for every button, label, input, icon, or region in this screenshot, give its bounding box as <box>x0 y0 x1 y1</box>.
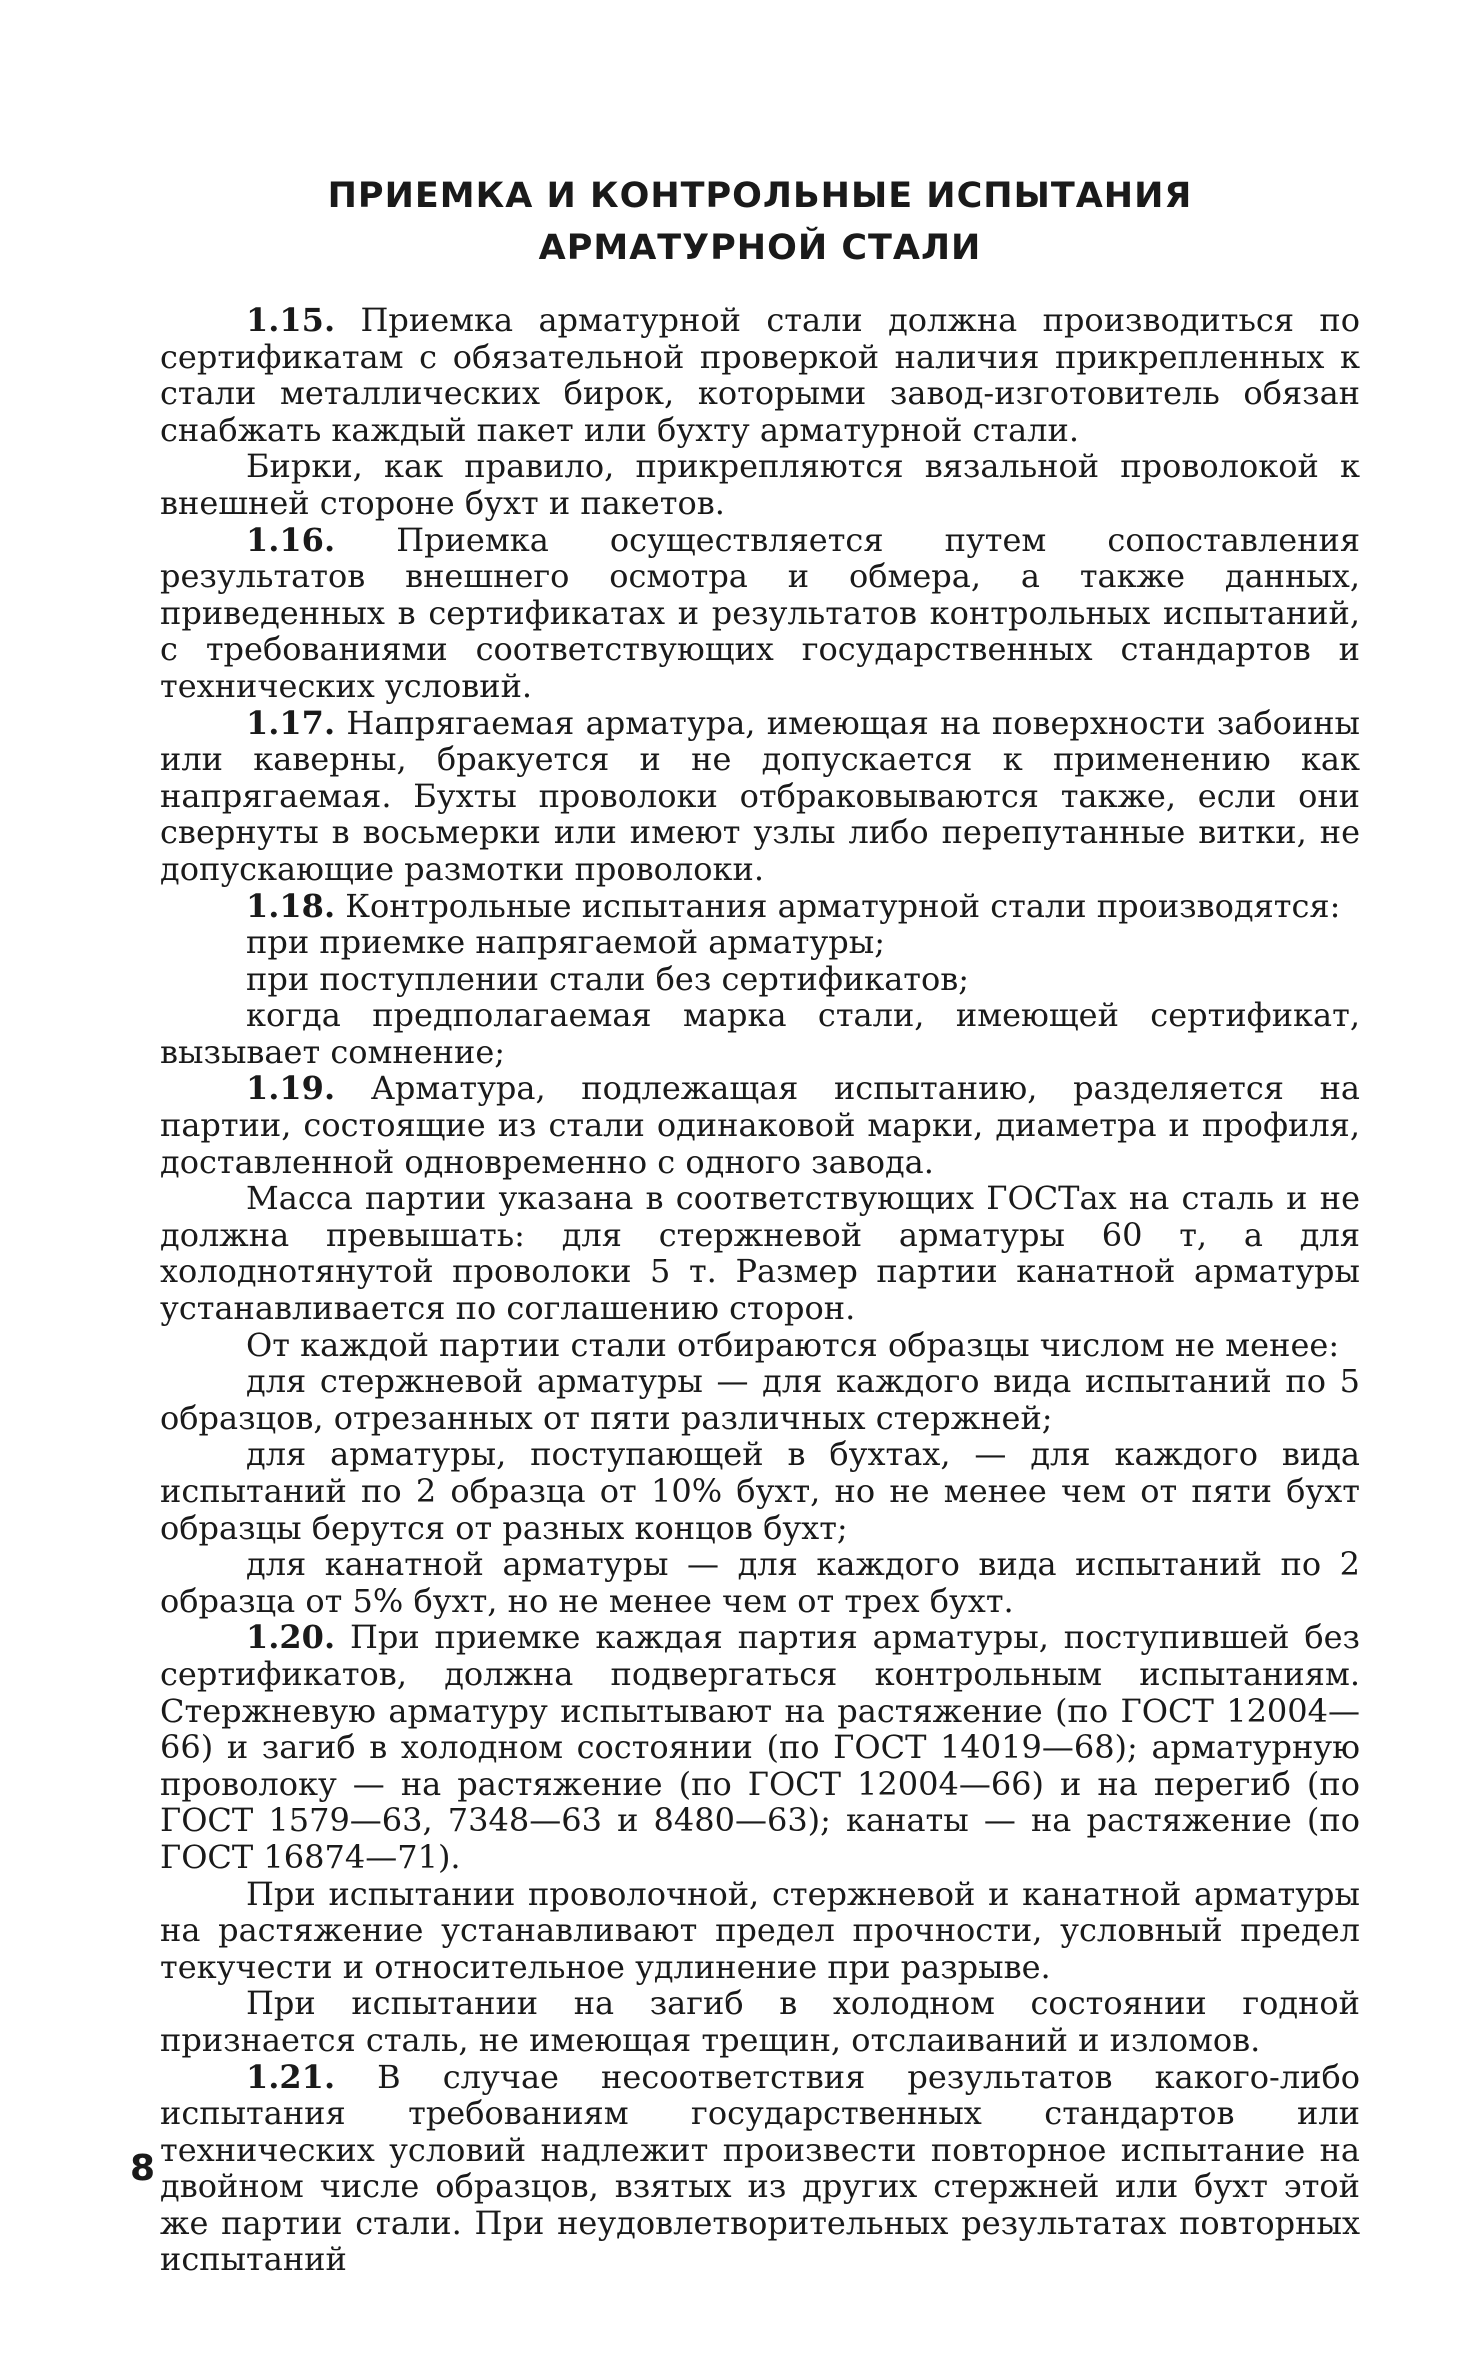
paragraph-text: для канатной арматуры — для каждого вида испытаний по 2 образца от 5% бухт, но не менее чем от трех бухт. <box>160 1545 1360 1620</box>
paragraph-text: В случае несоответствия результатов какого-либо испытания требованиям государственных стандартов или технических условий надлежит произвести повторное испытание на двойном числе образцов, взятых из других стержней или бухт этой же партии стали. При неудовлетворительных результатах повторных испытаний <box>160 2057 1361 2279</box>
paragraph <box>160 705 1360 888</box>
paragraph <box>160 1876 1360 1986</box>
paragraph-text: для стержневой арматуры — для каждого вида испытаний по 5 образцов, отрезанных от пяти различных стержней; <box>160 1362 1360 1437</box>
paragraph <box>160 888 1360 925</box>
paragraph-text: при приемке напрягаемой арматуры; <box>246 923 886 962</box>
paragraph-text: При испытании проволочной, стержневой и канатной арматуры на растяжение устанавливают предел прочности, условный предел текучести и относительное удлинение при разрыве. <box>160 1874 1360 1986</box>
section-heading <box>160 170 1360 274</box>
paragraph <box>160 1546 1360 1619</box>
page-content <box>160 170 1360 2278</box>
paragraph-text: От каждой партии стали отбираются образцы числом не менее: <box>246 1325 1340 1364</box>
paragraph <box>160 2059 1360 2279</box>
clause-number: 1.19. <box>246 1069 336 1108</box>
page-number: 8 <box>130 2148 156 2189</box>
paragraph-text: Напрягаемая арматура, имеющая на поверхности забоины или каверны, бракуется и не допускается к применению как напрягаемая. Бухты проволоки отбраковываются также, если они свернуты в восьмерки или имеют узлы либо перепутанные витки, не допускающие размотки проволоки. <box>160 703 1361 888</box>
paragraph-text: Масса партии указана в соответствующих ГОСТах на сталь и не должна превышать: для стержневой арматуры 60 т, а для холоднотянутой проволоки 5 т. Размер партии канатной арматуры устанавливается по соглашению сторон. <box>160 1179 1360 1328</box>
paragraph <box>160 1619 1360 1875</box>
paragraph <box>160 1363 1360 1436</box>
clause-number: 1.21. <box>246 2057 336 2096</box>
paragraph <box>160 522 1360 705</box>
clause-number: 1.15. <box>246 301 336 339</box>
paragraph-text: При приемке каждая партия арматуры, поступившей без сертификатов, должна подвергаться контрольным испытаниям. Стержневую арматуру испытывают на растяжение (по ГОСТ 12004—66) и загиб в холодном состоянии (по ГОСТ 14019—68); арматурную проволоку — на растяжение (по ГОСТ 12004—66) и на перегиб (по ГОСТ 1579—63, 7348—63 и 8480—63); канаты — на растяжение (по ГОСТ 16874—71). <box>160 1618 1360 1876</box>
paragraph <box>160 1985 1360 2058</box>
body-text <box>160 302 1360 2278</box>
paragraph <box>160 1070 1360 1180</box>
heading-line-1: ПРИЕМКА И КОНТРОЛЬНЫЕ ИСПЫТАНИЯ <box>327 176 1193 216</box>
paragraph-text: Контрольные испытания арматурной стали производятся: <box>345 886 1341 925</box>
clause-number: 1.17. <box>246 703 336 742</box>
paragraph <box>160 1180 1360 1326</box>
paragraph-text: для арматуры, поступающей в бухтах, — для каждого вида испытаний по 2 образца от 10% бухт, но не менее чем от пяти бухт образцы берутся от разных концов бухт; <box>160 1435 1360 1547</box>
paragraph <box>160 1436 1360 1546</box>
paragraph-text: Арматура, подлежащая испытанию, разделяется на партии, состоящие из стали одинаковой марки, диаметра и профиля, доставленной одновременно с одного завода. <box>160 1069 1361 1181</box>
clause-number: 1.18. <box>246 886 336 925</box>
paragraph-text: Бирки, как правило, прикрепляются вязальной проволокой к внешней стороне бухт и пакетов. <box>160 447 1360 522</box>
paragraph <box>160 961 1360 998</box>
paragraph <box>160 997 1360 1070</box>
heading-line-2: АРМАТУРНОЙ СТАЛИ <box>538 228 982 268</box>
paragraph-text: Приемка арматурной стали должна производиться по сертификатам с обязательной проверкой наличия прикрепленных к стали металлических бирок, которыми завод-изготовитель обязан снабжать каждый пакет или бухту арматурной стали. <box>160 301 1361 449</box>
paragraph <box>160 302 1360 448</box>
paragraph <box>160 1327 1360 1364</box>
paragraph <box>160 448 1360 521</box>
paragraph-text: когда предполагаемая марка стали, имеющей сертификат, вызывает сомнение; <box>160 996 1360 1071</box>
paragraph <box>160 924 1360 961</box>
paragraph-text: При испытании на загиб в холодном состоянии годной признается сталь, не имеющая трещин, отслаиваний и изломов. <box>160 1984 1360 2059</box>
paragraph-text: при поступлении стали без сертификатов; <box>246 959 970 998</box>
paragraph-text: Приемка осуществляется путем сопоставления результатов внешнего осмотра и обмера, а также данных, приведенных в сертификатах и результатов контрольных испытаний, с требованиями соответствующих государственных стандартов и технических условий. <box>160 520 1361 705</box>
clause-number: 1.20. <box>246 1618 336 1657</box>
clause-number: 1.16. <box>246 520 336 559</box>
